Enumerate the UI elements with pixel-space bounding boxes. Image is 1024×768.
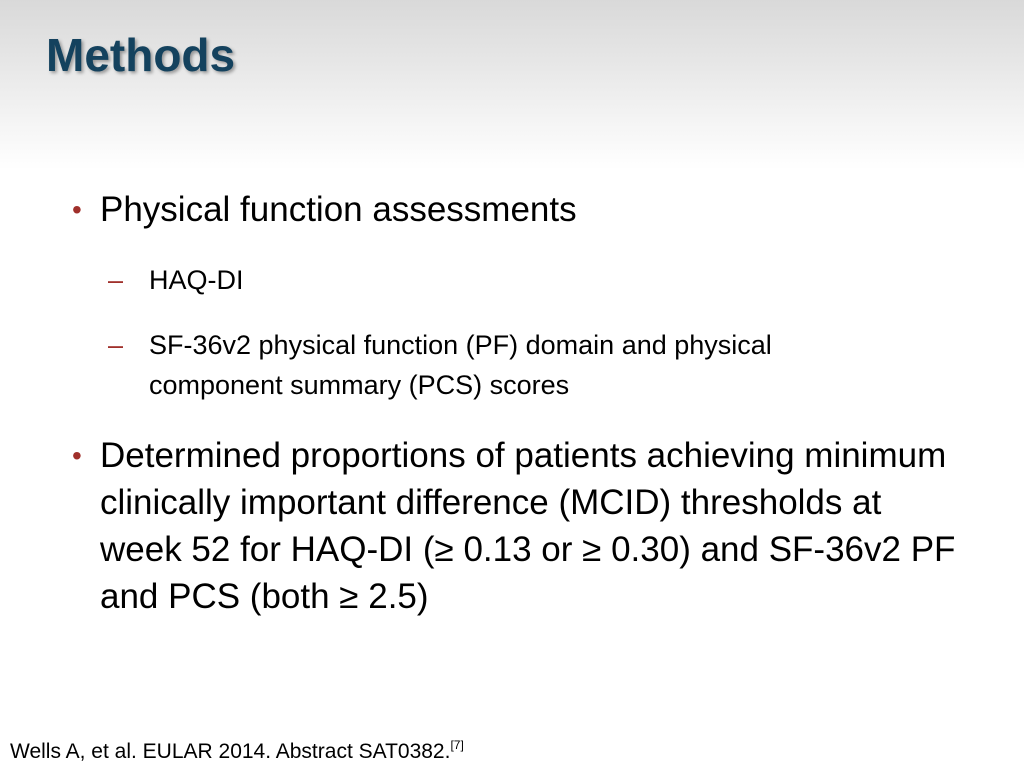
subbullet-marker: –: [108, 265, 124, 295]
bullet-item: [72, 186, 960, 233]
subbullet-text: SF-36v2 physical function (PF) domain and physical component summary (PCS) scores: [149, 330, 772, 400]
citation: [10, 738, 464, 764]
bullet-item: [72, 432, 960, 620]
citation-reference: [7]: [450, 738, 464, 752]
bullet-marker: •: [72, 440, 82, 471]
citation-text: Wells A, et al. EULAR 2014. Abstract SAT0382.: [10, 740, 451, 763]
subbullet-text: HAQ-DI: [149, 265, 244, 295]
subbullet-marker: –: [108, 330, 124, 360]
bullet-text: Physical function assessments: [100, 190, 577, 229]
bullet-marker: •: [72, 194, 82, 225]
bullet-text: Determined proportions of patients achieving minimum clinically important difference (MCID) thresholds at week 52 for HAQ-DI (≥ 0.13 or ≥ 0.30) and SF-36v2 PF and PCS (both ≥ 2.5): [100, 436, 956, 616]
subbullet-item: [108, 325, 849, 405]
slide-title: Methods: [46, 29, 236, 81]
subbullet-item: [108, 260, 849, 300]
